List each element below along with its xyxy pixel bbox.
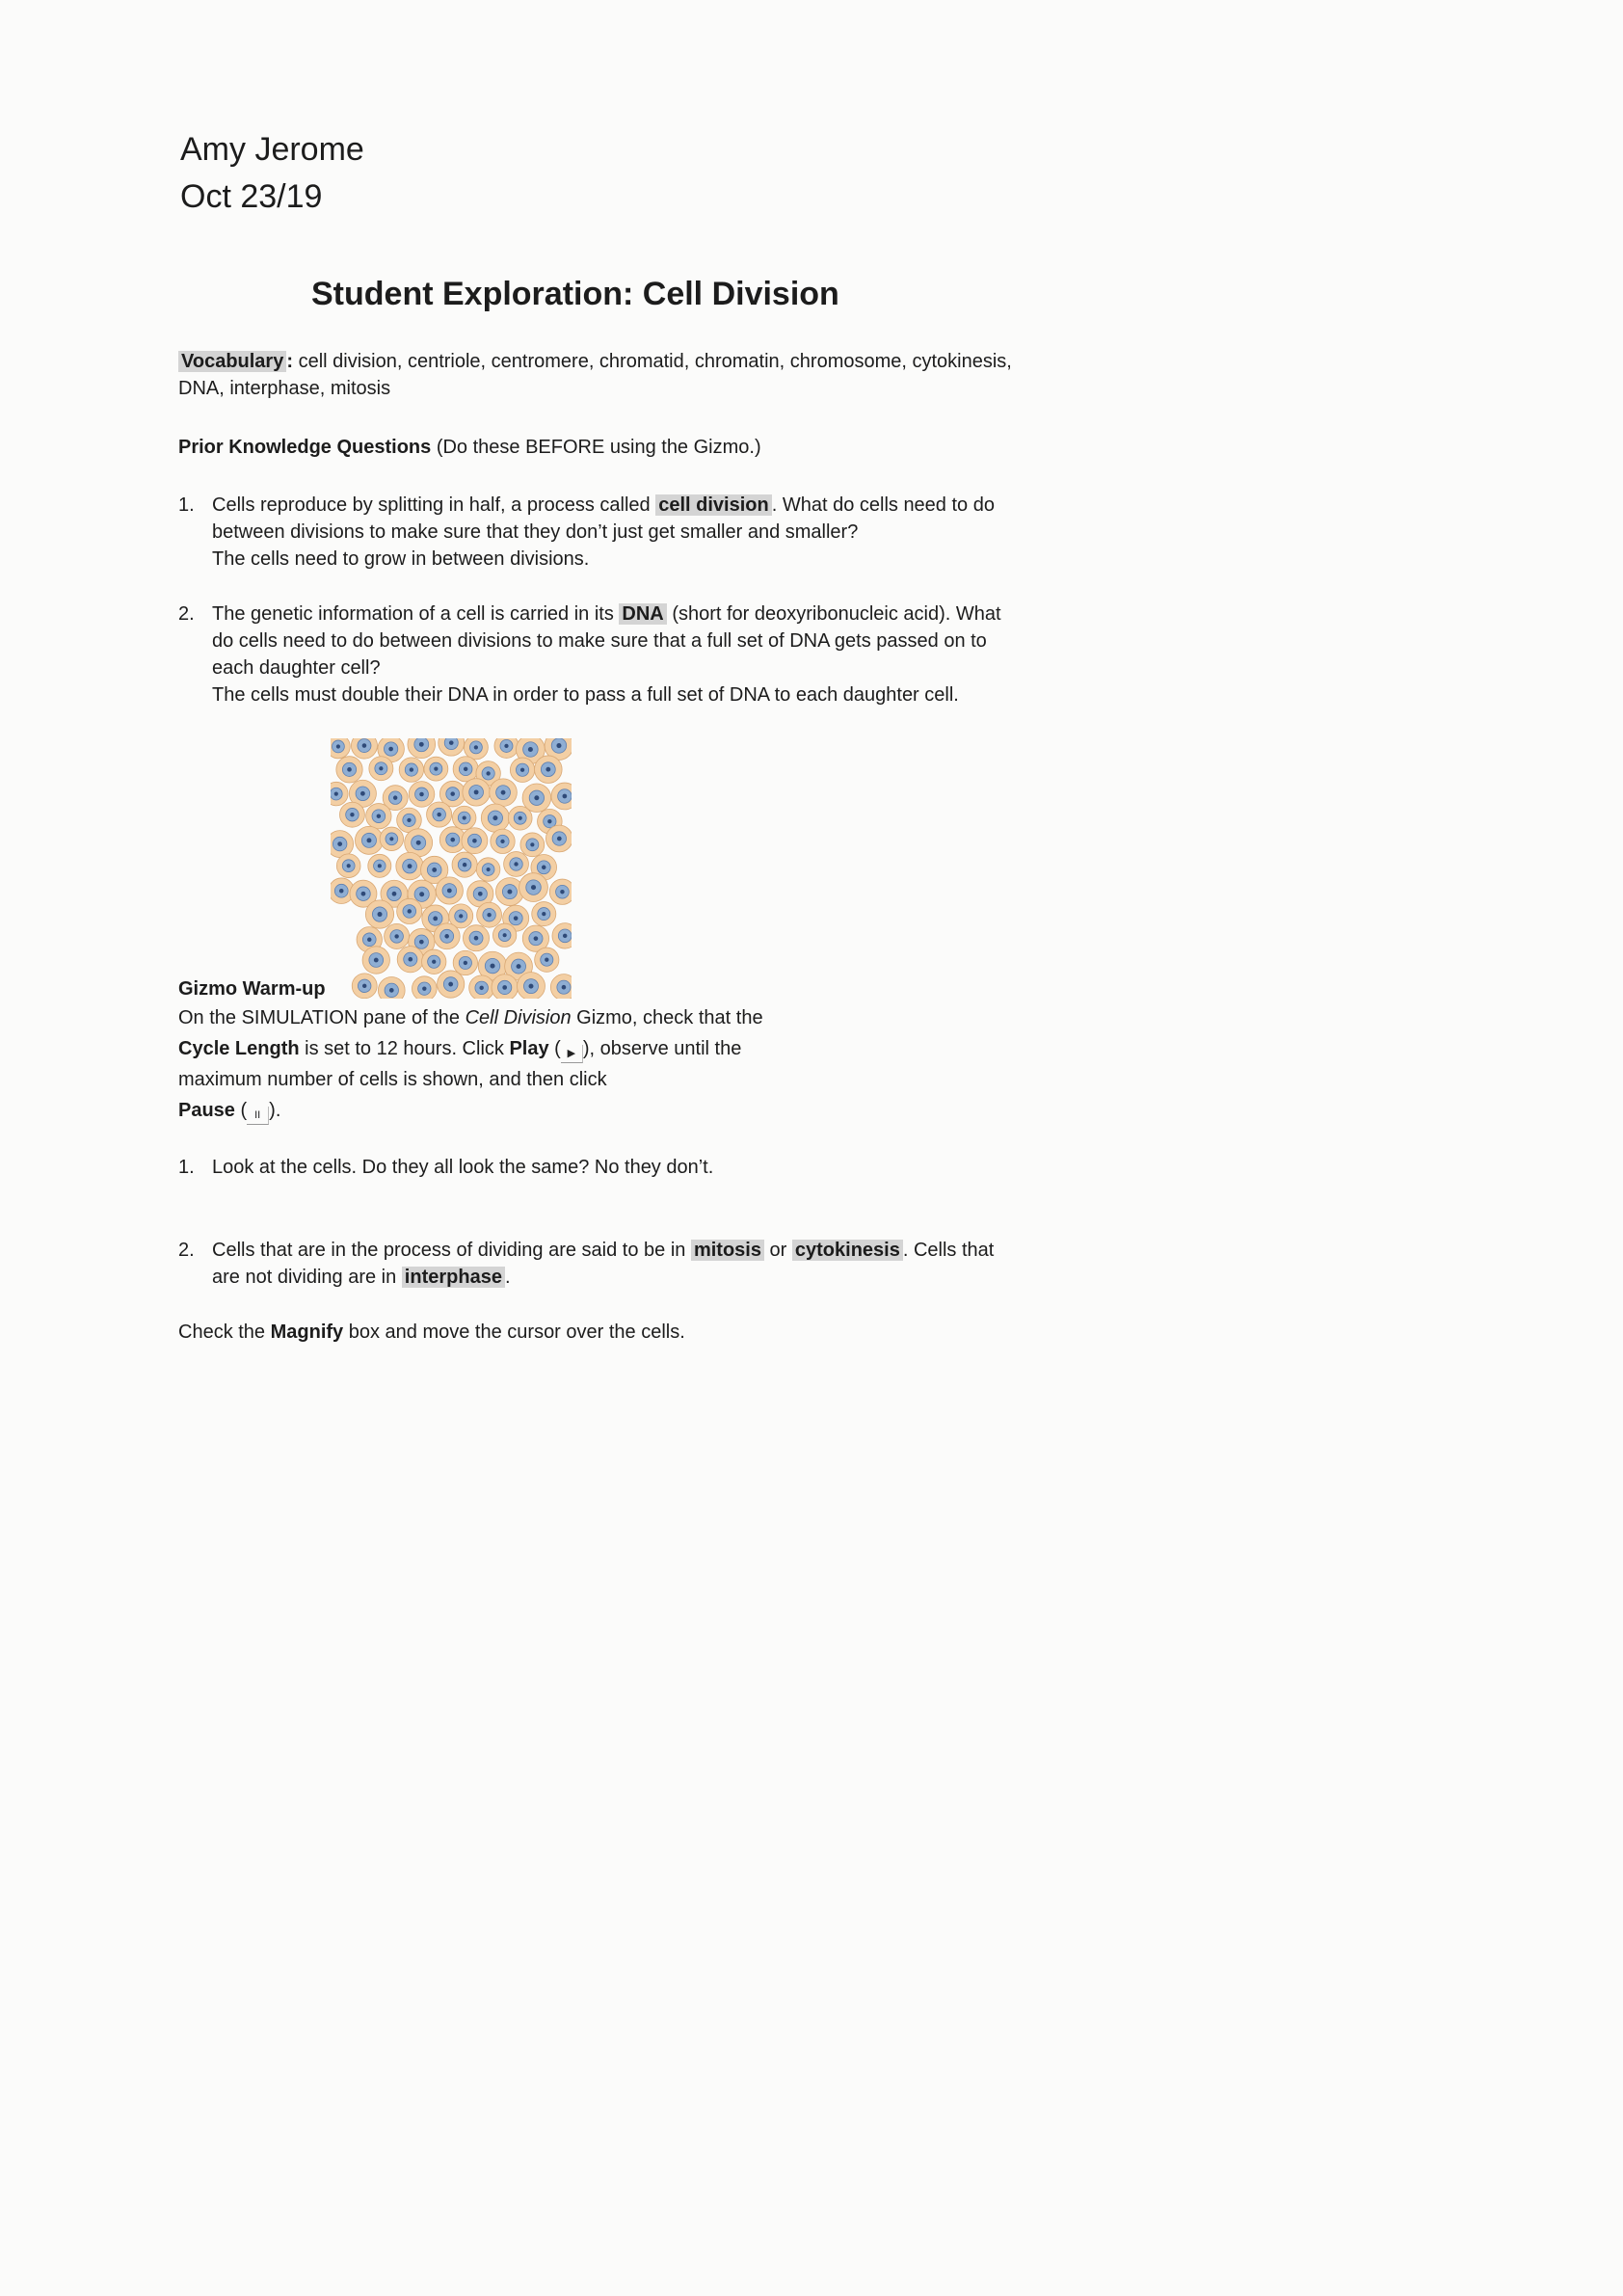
question-text: Cells reproduce by splitting in half, a process called — [212, 494, 656, 516]
cell-nucleolus — [479, 986, 483, 990]
cell-nucleolus — [464, 961, 467, 965]
vocabulary-label: Vocabulary — [178, 351, 286, 372]
cell-nucleolus — [474, 745, 478, 749]
cell-nucleolus — [486, 771, 490, 775]
cell-nucleolus — [419, 940, 424, 945]
warmup-text: ( — [234, 1100, 248, 1121]
student-name: Amy Jerome — [180, 131, 364, 168]
cell-nucleolus — [557, 837, 562, 841]
cell-nucleolus — [502, 985, 507, 990]
answer-text: The cells need to grow in between divisions. — [212, 548, 590, 570]
cell-nucleolus — [472, 839, 477, 843]
cell-nucleolus — [432, 960, 436, 964]
question-text-cont: . What do cells need to do between divisions to make sure that they don’t just get smaller and smaller? — [212, 494, 995, 543]
cell-nucleolus — [419, 742, 424, 747]
cell-nucleolus — [474, 936, 479, 941]
cell-nucleolus — [560, 890, 564, 894]
magnify-instruction — [178, 1319, 685, 1346]
prior-knowledge-heading — [178, 434, 1017, 461]
cell-nucleolus — [517, 964, 521, 969]
cell-nucleolus — [362, 743, 367, 748]
cell-nucleolus — [437, 813, 440, 816]
cell-nucleolus — [337, 841, 342, 846]
cell-nucleolus — [389, 988, 394, 993]
cell-nucleolus — [416, 841, 421, 845]
cell-nucleolus — [542, 912, 545, 916]
cell-nucleolus — [545, 958, 548, 962]
cell-nucleolus — [501, 790, 506, 795]
question-number: 1. — [178, 1157, 195, 1178]
cell-nucleolus — [528, 747, 533, 752]
cell-nucleolus — [360, 791, 365, 796]
term-cytokinesis: cytokinesis — [792, 1240, 903, 1261]
cell-nucleolus — [531, 885, 536, 890]
magnify-label: Magnify — [270, 1322, 344, 1343]
cell-nucleolus — [339, 889, 344, 894]
cell-nucleolus — [504, 744, 508, 748]
cell-nucleolus — [487, 868, 491, 871]
cell-nucleolus — [434, 767, 438, 771]
cell-nucleolus — [378, 864, 382, 868]
cell-nucleolus — [367, 938, 371, 942]
vocabulary-line — [178, 348, 1017, 402]
cell-nucleolus — [336, 744, 340, 748]
cell-nucleolus — [500, 840, 504, 843]
vocabulary-colon: : — [286, 351, 294, 372]
cell-nucleolus — [433, 917, 438, 921]
question-text: Cells that are in the process of dividing are said to be in — [212, 1240, 691, 1261]
question-text-cont: (short for deoxyribonucleic acid). What do cells need to do between divisions to make sure that a full set of DNA gets passed on to each daughter cell? — [212, 603, 1001, 679]
play-label: Play — [509, 1038, 549, 1059]
cell-nucleolus — [464, 767, 467, 771]
cell-nucleolus — [520, 768, 524, 772]
cell-nucleolus — [447, 889, 452, 894]
cell-nucleolus — [432, 868, 437, 872]
gizmo-name: Cell Division — [465, 1007, 572, 1028]
question-text-end: . — [504, 1267, 511, 1288]
cell-nucleolus — [389, 837, 393, 841]
cell-nucleolus — [378, 912, 383, 917]
vocabulary-terms: cell division, centriole, centromere, chromatid, chromatin, chromosome, cytokinesis, DNA, interphase, mitosis — [178, 351, 1012, 399]
cell-nucleolus — [491, 964, 495, 969]
prior-question-1 — [178, 492, 1026, 578]
cell-nucleolus — [394, 934, 398, 938]
cell-nucleolus — [347, 864, 351, 868]
cell-nucleolus — [422, 986, 426, 990]
cell-nucleolus — [542, 866, 546, 870]
warmup-question-1 — [178, 1154, 1026, 1192]
cells-simulation-image — [331, 738, 572, 999]
cell-nucleolus — [556, 743, 561, 748]
cell-nucleolus — [362, 984, 366, 988]
cell-nucleolus — [514, 862, 518, 866]
cell-nucleolus — [530, 842, 534, 846]
cell-nucleolus — [463, 815, 466, 819]
cell-nucleolus — [487, 913, 491, 917]
cell-nucleolus — [366, 838, 371, 842]
cell-nucleolus — [463, 863, 466, 867]
cell-nucleolus — [334, 792, 338, 796]
cell-nucleolus — [444, 934, 449, 939]
question-number: 2. — [178, 603, 195, 625]
magnify-text-cont: box and move the cursor over the cells. — [343, 1322, 685, 1343]
gizmo-warmup-heading: Gizmo Warm-up — [178, 978, 326, 1000]
cell-nucleolus — [450, 838, 455, 842]
warmup-question-2 — [178, 1237, 1026, 1295]
cell-nucleolus — [545, 767, 550, 772]
cell-nucleolus — [350, 813, 354, 816]
cell-nucleolus — [388, 747, 393, 752]
cell-nucleolus — [534, 936, 539, 941]
cell-nucleolus — [379, 766, 383, 770]
cell-nucleolus — [377, 814, 381, 817]
question-text-cont: or — [763, 1240, 792, 1261]
cell-nucleolus — [563, 794, 568, 799]
cell-nucleolus — [408, 909, 412, 913]
cell-nucleolus — [448, 982, 453, 987]
warmup-text: ). — [269, 1100, 281, 1121]
cell-nucleolus — [449, 740, 454, 745]
cell-nucleolus — [503, 933, 507, 937]
term-interphase: interphase — [402, 1267, 505, 1288]
date: Oct 23/19 — [180, 178, 323, 215]
cycle-length-label: Cycle Length — [178, 1038, 300, 1059]
warmup-text: Gizmo, check that the — [571, 1007, 763, 1028]
question-text: Look at the cells. Do they all look the same? No they don’t. — [212, 1157, 714, 1178]
cell-nucleolus — [478, 892, 483, 896]
pause-label: Pause — [178, 1100, 235, 1121]
cell-nucleolus — [374, 958, 379, 963]
cell-nucleolus — [419, 792, 424, 797]
gizmo-warmup-text — [178, 1002, 795, 1126]
cell-nucleolus — [419, 892, 424, 896]
cell-nucleolus — [507, 890, 512, 894]
term-mitosis: mitosis — [691, 1240, 764, 1261]
cell-nucleolus — [563, 934, 567, 938]
question-number: 2. — [178, 1240, 195, 1261]
question-text: The genetic information of a cell is carried in its — [212, 603, 620, 625]
cell-nucleolus — [519, 816, 522, 820]
answer-text: The cells must double their DNA in order to pass a full set of DNA to each daughter cell. — [212, 684, 959, 706]
cell-nucleolus — [534, 795, 539, 800]
term-dna: DNA — [619, 603, 666, 625]
pause-icon: II — [247, 1107, 269, 1125]
cell-nucleolus — [347, 767, 352, 772]
cell-nucleolus — [361, 892, 366, 896]
cell-nucleolus — [547, 819, 551, 823]
cell-nucleolus — [450, 791, 455, 796]
cell-nucleolus — [562, 985, 567, 990]
cell-nucleolus — [407, 818, 411, 822]
prior-question-2 — [178, 601, 1026, 716]
warmup-text: is set to 12 hours. Click — [299, 1038, 510, 1059]
cell-nucleolus — [408, 864, 412, 868]
cell-nucleolus — [529, 984, 534, 989]
cell-nucleolus — [492, 815, 497, 820]
play-icon: ▶ — [561, 1045, 583, 1063]
term-cell-division: cell division — [655, 494, 771, 516]
warmup-text: ), observe until the maximum number of cells is shown, and then click — [178, 1038, 742, 1090]
prior-knowledge-title: Prior Knowledge Questions — [178, 437, 432, 458]
cell-nucleolus — [514, 916, 519, 921]
cell-nucleolus — [474, 789, 479, 794]
question-text-cont: . Cells that are not dividing are in — [212, 1240, 995, 1288]
cell-nucleolus — [392, 892, 397, 896]
warmup-text: On the SIMULATION pane of the — [178, 1007, 466, 1028]
question-number: 1. — [178, 494, 195, 516]
cell-nucleolus — [408, 957, 412, 962]
page-title: Student Exploration: Cell Division — [311, 276, 839, 312]
cell-nucleolus — [393, 795, 397, 799]
warmup-text: ( — [548, 1038, 561, 1059]
cell-nucleolus — [410, 767, 413, 771]
prior-knowledge-note: (Do these BEFORE using the Gizmo.) — [436, 437, 761, 458]
cell-nucleolus — [459, 914, 463, 918]
magnify-text: Check the — [178, 1322, 271, 1343]
